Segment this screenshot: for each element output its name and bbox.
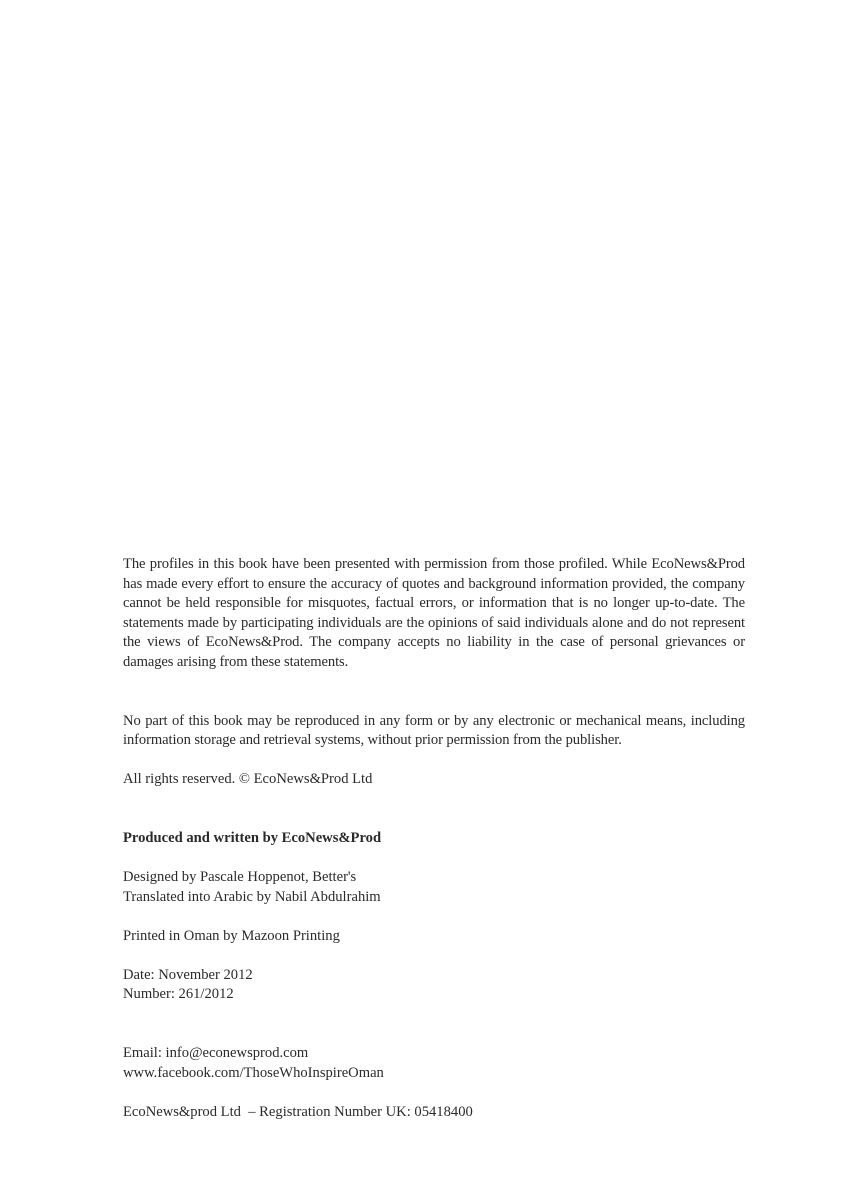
copyright-notice: No part of this book may be reproduced in any form or by any electronic or mechanical means, including information storage and retrieval systems, without prior permission from the publisher. [123, 712, 745, 749]
designed-by: Designed by Pascale Hoppenot, Better's [123, 868, 357, 885]
imprint-page [123, 555, 745, 1122]
translated-by: Translated into Arabic by Nabil Abdulrahim [123, 888, 381, 905]
facebook-url: www.facebook.com/ThoseWhoInspireOman [123, 1064, 384, 1081]
publication-number: Number: 261/2012 [123, 986, 234, 1003]
publication-date: Date: November 2012 [123, 966, 253, 983]
rights-reserved: All rights reserved. © EcoNews&Prod Ltd [123, 771, 373, 788]
email-address: Email: info@econewsprod.com [123, 1044, 309, 1061]
produced-by-heading: Produced and written by EcoNews&Prod [123, 829, 382, 846]
disclaimer-paragraph: The profiles in this book have been presented with permission from those profiled. While EcoNews&Prod has made every effort to ensure the accuracy of quotes and background information provided, the company cannot be held responsible for misquotes, factual errors, or information that is no longer up-to-date. The statements made by participating individuals are the opinions of said individuals alone and do not represent the views of EcoNews&Prod. The company accepts no liability in the case of personal grievances or damages arising from these statements. [123, 556, 745, 670]
contact-block [123, 1044, 745, 1083]
publication-info [123, 966, 745, 1005]
credits-block [123, 868, 745, 907]
printed-by: Printed in Oman by Mazoon Printing [123, 927, 340, 944]
registration-number: EcoNews&prod Ltd – Registration Number UK: 05418400 [123, 1103, 473, 1120]
